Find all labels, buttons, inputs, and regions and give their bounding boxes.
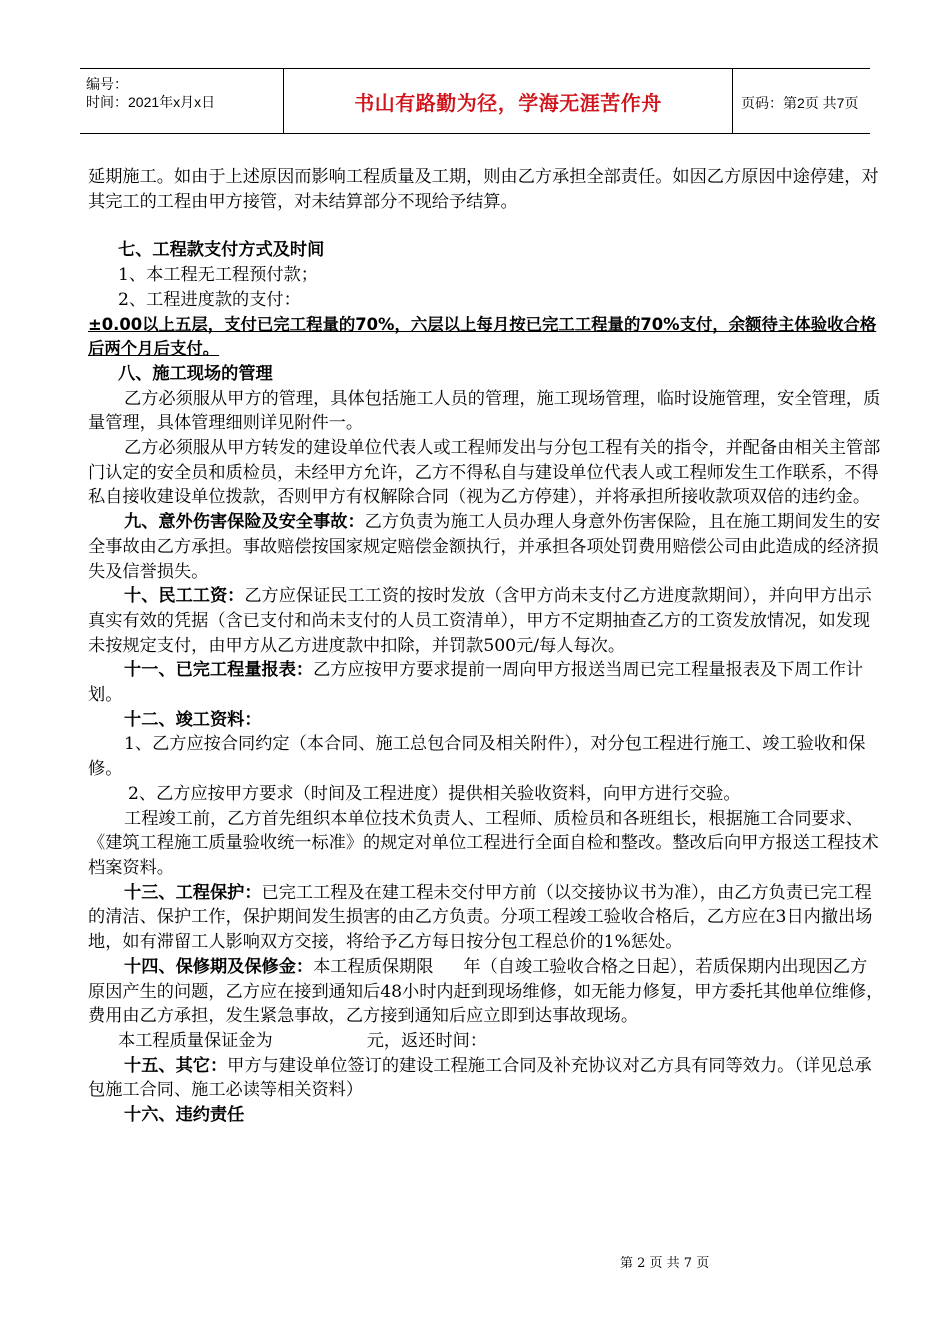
section-13-title: 十三、工程保护： (124, 882, 262, 903)
section-10 (88, 584, 884, 658)
section-14-deposit-b: 元，返还时间： (366, 1030, 488, 1051)
section-14-deposit (88, 1029, 884, 1054)
section-9-text: 乙方负责为施工人员办理人身意外伤害保险，且在施工期间发生的安全事故由乙方承担。事故赔偿按国家规定赔偿金额执行，并承担各项处罚费用赔偿公司由此造成的经济损失及信誉损失。 (88, 512, 881, 582)
section-11 (88, 658, 884, 707)
header-motto-cell (284, 69, 733, 133)
section-7-title: 七、工程款支付方式及时间 (118, 240, 325, 261)
section-10-text: 乙方应保证民工工资的按时发放（含甲方尚未支付乙方进度款期间），并向甲方出示真实有效的凭据（含已支付和尚未支付的人员工资清单），甲方不定期抽查乙方的工资发放情况，如发现未按规定支付，由甲方从乙方进度款中扣除，并罚款500元/每人每次。 (88, 586, 872, 656)
section-11-title: 十一、已完工程量报表： (124, 660, 314, 681)
section-12-title: 十二、竣工资料： (124, 709, 262, 730)
section-14 (88, 955, 884, 1029)
paragraph-continuation: 延期施工。如由于上述原因而影响工程质量及工期，则由乙方承担全部责任。如因乙方原因中途停建，对其完工的工程由甲方接管，对未结算部分不现给予结算。 (88, 167, 879, 212)
section-8-paragraph-1: 乙方必须服从甲方的管理，具体包括施工人员的管理，施工现场管理，临时设施管理，安全管理，质量管理，具体管理细则详见附件一。 (88, 388, 881, 434)
section-11-text: 乙方应按甲方要求提前一周向甲方报送当周已完工程量报表及下周工作计划。 (88, 660, 864, 706)
section-14-text-a: 本工程质保期限 (313, 956, 434, 977)
section-16-title: 十六、违约责任 (124, 1105, 245, 1126)
section-15 (88, 1054, 884, 1103)
document-body (88, 165, 884, 1128)
header-motto: 书山有路勤为径，学海无涯苦作舟 (354, 91, 662, 115)
section-9-title: 九、意外伤害保险及安全事故： (124, 512, 365, 533)
page-header (80, 68, 870, 134)
section-7-item-1: 1、本工程无工程预付款； (118, 265, 318, 286)
section-15-text: 甲方与建设单位签订的建设工程施工合同及补充协议对乙方具有同等效力。（详见总承包施工合同、施工必读等相关资料） (88, 1055, 872, 1101)
header-page-cell (733, 69, 870, 133)
section-8-title: 八、施工现场的管理 (118, 363, 273, 384)
section-9 (88, 510, 884, 584)
section-12-item-1: 1、乙方应按合同约定（本合同、施工总包合同及相关附件），对分包工程进行施工、竣工验收和保修。 (88, 734, 866, 780)
section-10-title: 十、民工工资： (124, 586, 245, 607)
page-footer: 第 2 页 共 7 页 (620, 1256, 710, 1271)
section-8-paragraph-2: 乙方必须服从甲方转发的建设单位代表人或工程师发出与分包工程有关的指令，并配备由相关主管部门认定的安全员和质检员，未经甲方允许，乙方不得私自与建设单位代表人或工程师发生工作联系，不得私自接收建设单位拨款，否则甲方有权解除合同（视为乙方停建），并将承担所接收款项双倍的违约金。 (88, 438, 881, 508)
document-date-label: 时间：2021年x月x日 (86, 94, 216, 110)
header-page-label: 页码：第2页 共7页 (741, 95, 859, 111)
section-14-title: 十四、保修期及保修金： (124, 956, 314, 977)
section-12-paragraph-3: 工程竣工前，乙方首先组织本单位技术负责人、工程师、质检员和各班组长，根据施工合同要求、《建筑工程施工质量验收统一标准》的规定对单位工程进行全面自检和整改。整改后向甲方报送工程技术档案资料。 (88, 808, 879, 878)
section-12-item-2: 2、乙方应按甲方要求（时间及工程进度）提供相关验收资料，向甲方进行交验。 (128, 783, 741, 804)
document-number-label: 编号： (86, 76, 128, 92)
section-7-payment-terms: ±0.00以上五层，支付已完工程量的70%，六层以上每月按已完工工程量的70%支付，余额待主体验收合格后两个月后支付。 (88, 314, 877, 359)
section-13-text: 已完工工程及在建工程未交付甲方前（以交接协议书为准），由乙方负责已完工程的清洁、保护工作，保护期间发生损害的由乙方负责。分项工程竣工验收合格后，乙方应在3日内撤出场地，如有滞留工人影响双方交接，将给予乙方每日按分包工程总价的1%惩处。 (88, 882, 873, 953)
header-meta-cell (80, 69, 284, 133)
section-13 (88, 881, 884, 955)
section-14-text-b: 年（自竣工验收合格之日起），若质保期内出现因乙方原因产生的问题，乙方应在接到通知后48小时内赶到现场维修，如无能力修复，甲方委托其他单位维修，费用由乙方承担，发生紧急事故，乙方接到通知后应立即到达事故现场。 (88, 956, 884, 1027)
section-7-item-2: 2、工程进度款的支付： (118, 289, 301, 310)
section-14-deposit-a: 本工程质量保证金为 (118, 1030, 273, 1051)
section-15-title: 十五、其它： (124, 1055, 228, 1076)
